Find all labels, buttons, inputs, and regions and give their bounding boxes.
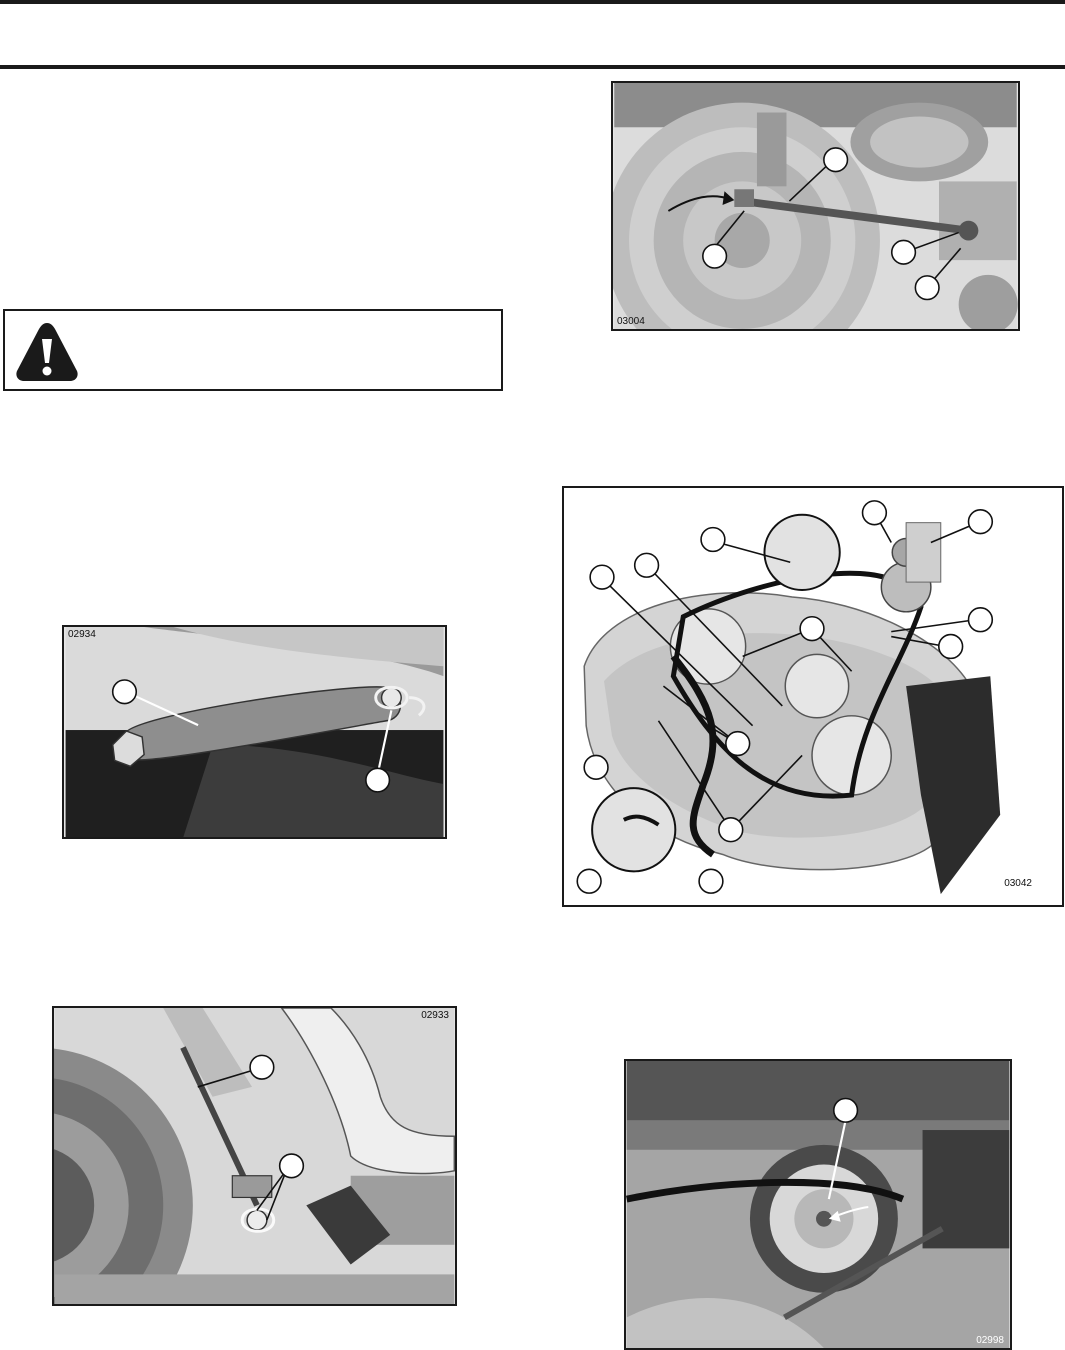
figure-rear-link [52, 1006, 457, 1306]
figure-deck-lift-link [611, 81, 1020, 331]
header-rule [0, 65, 1065, 69]
warning-box [3, 309, 503, 391]
figure-belt-underside [624, 1059, 1012, 1350]
figure-code: 02998 [976, 1335, 1004, 1346]
figure-code: 03042 [1004, 878, 1032, 889]
figure-lift-arm [62, 625, 447, 839]
exclamation-triangle-icon [13, 319, 81, 385]
figure-code: 02933 [421, 1010, 449, 1021]
top-rule [0, 0, 1065, 4]
figure-code: 02934 [68, 629, 96, 640]
figure-code: 03004 [617, 316, 645, 327]
figure-belt-routing [562, 486, 1064, 907]
